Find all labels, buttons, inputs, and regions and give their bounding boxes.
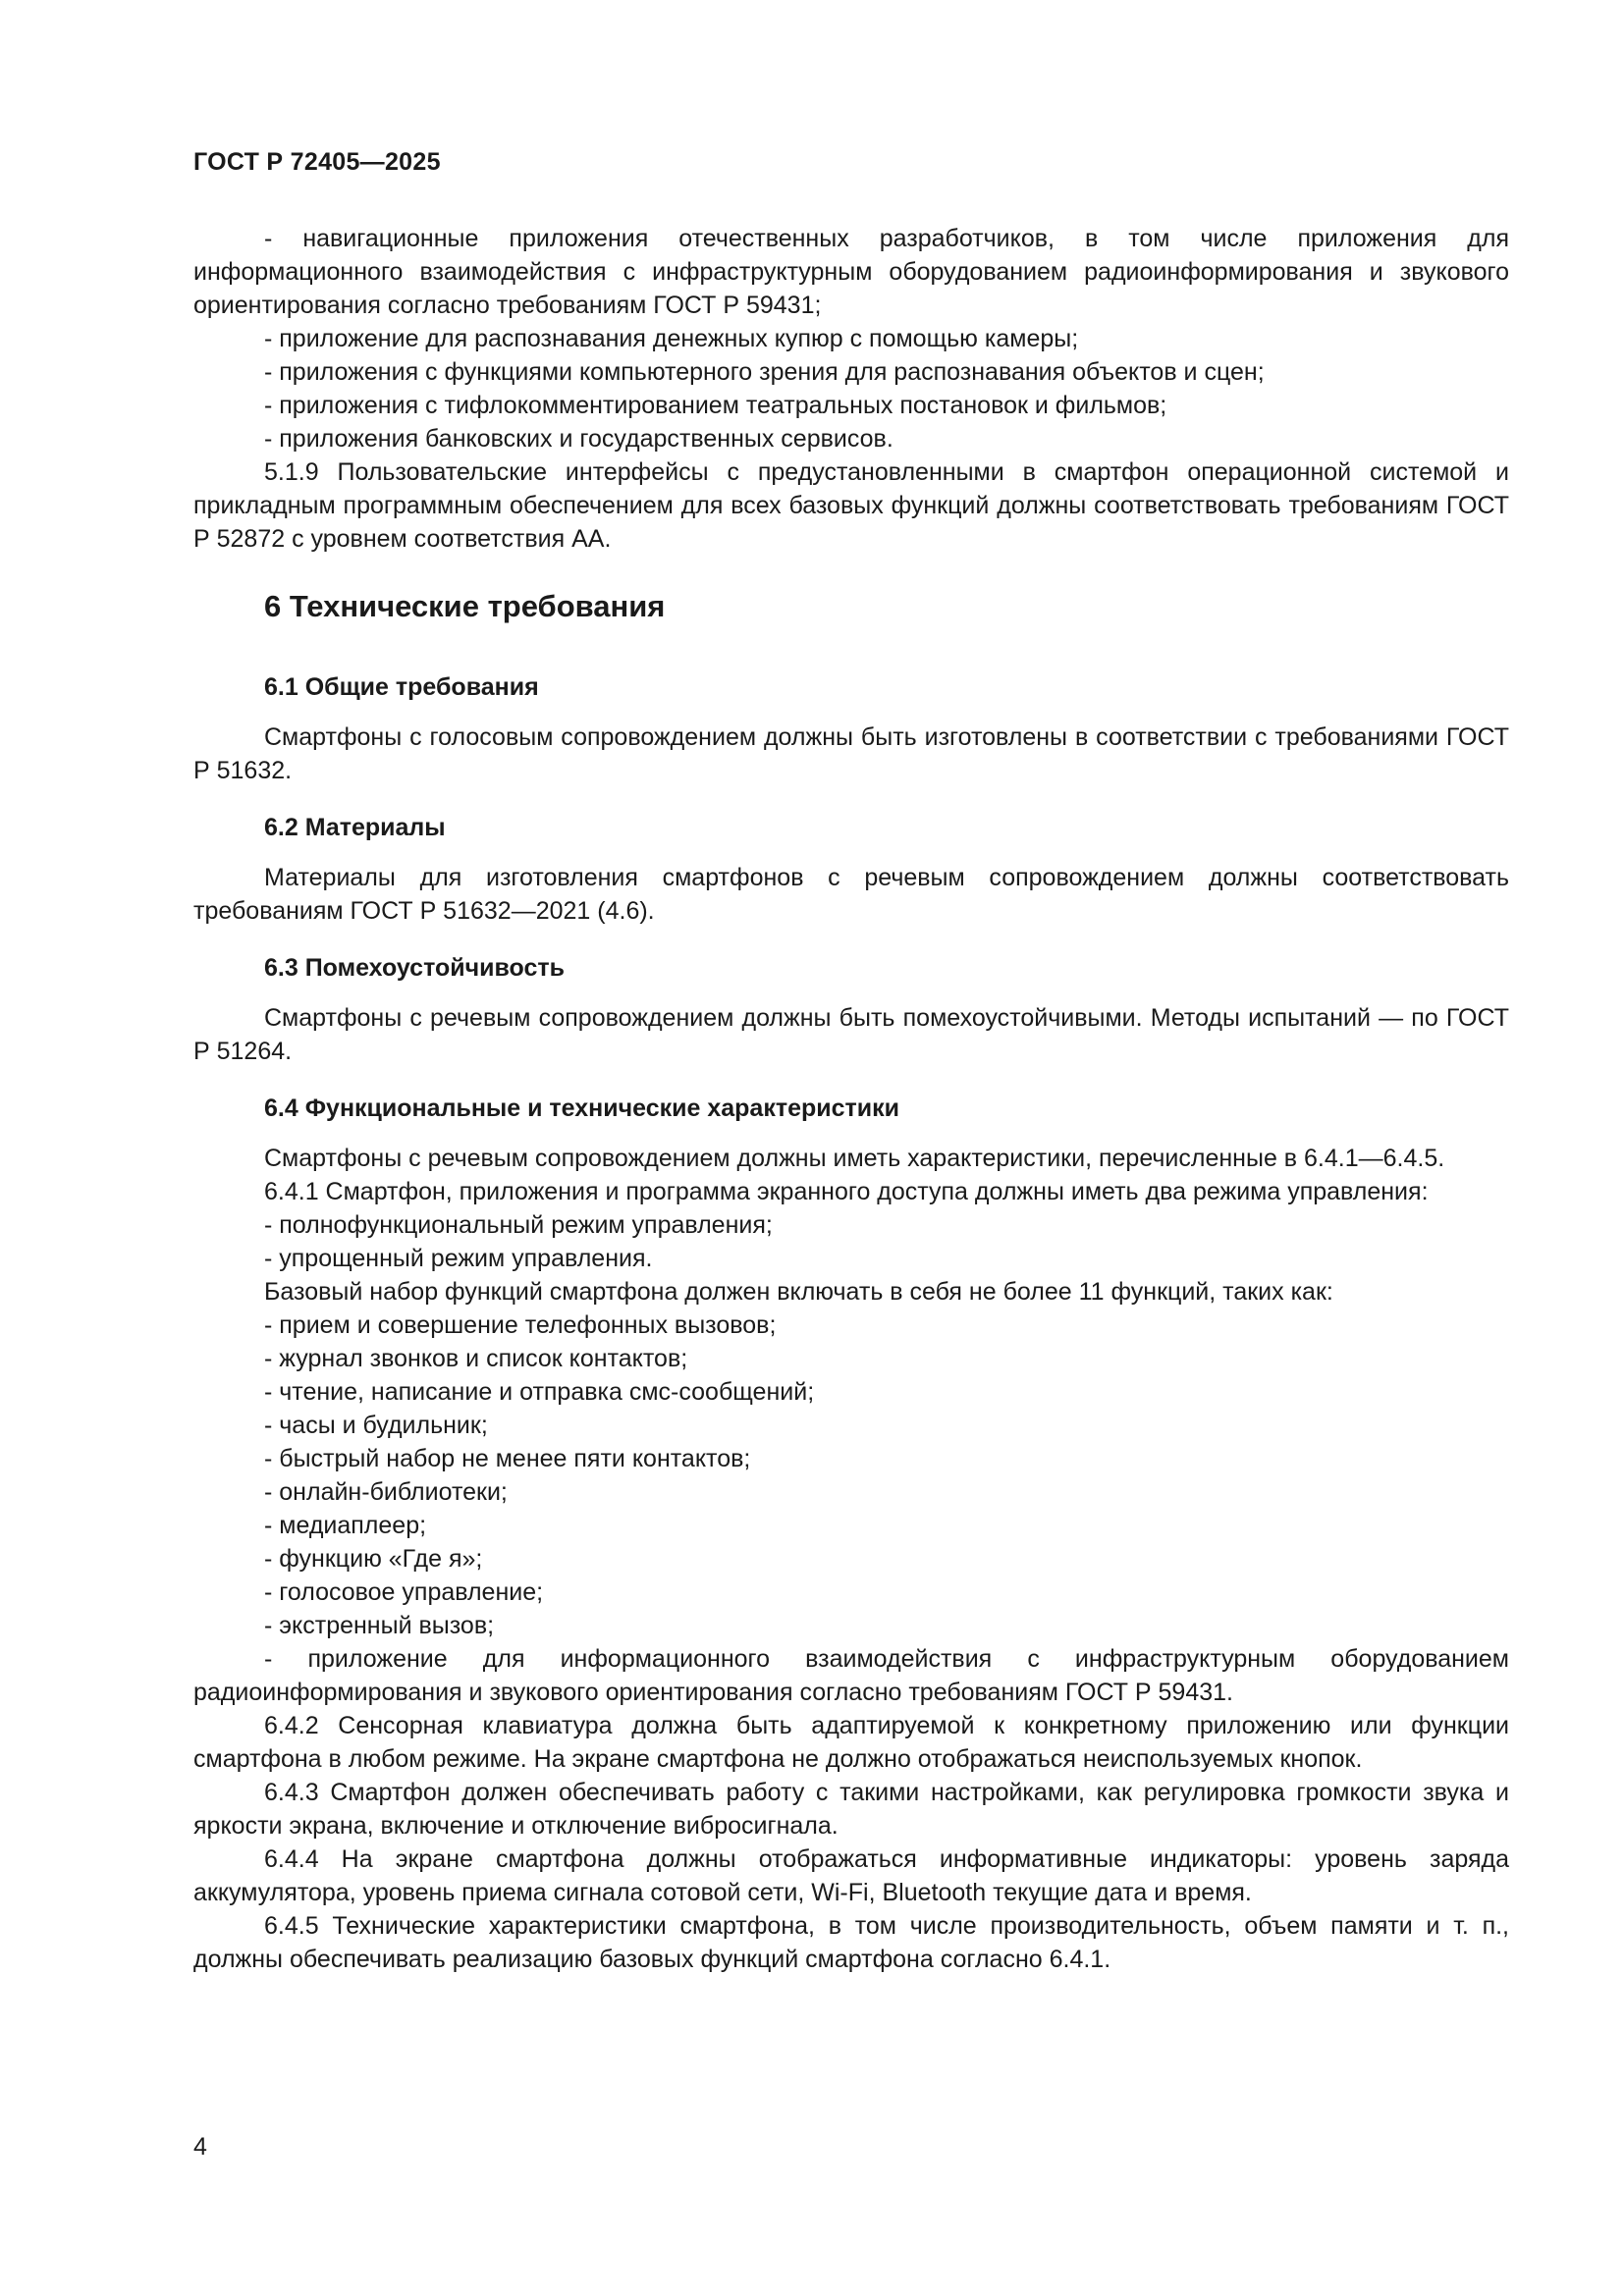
subsection-6-3-heading: 6.3 Помехоустойчивость — [264, 954, 566, 982]
list-item: - навигационные приложения отечественных разработчиков, в том числе приложения для информационного взаимодействия с инфраструктурным оборудованием радиоинформирования и звукового ориентирования согласно требованиям ГОСТ Р 59431; — [193, 225, 1509, 319]
subsection-6-4-text: Смартфоны с речевым сопровождением должны иметь характеристики, перечисленные в 6.4.1—6.4.5. — [264, 1145, 1445, 1172]
section-6-heading: 6 Технические требования — [264, 589, 666, 623]
subsection-6-1-text: Смартфоны с голосовым сопровождением должны быть изготовлены в соответствии с требованиями ГОСТ Р 51632. — [193, 723, 1509, 784]
list-item: - приложение для информационного взаимодействия с инфраструктурным оборудованием радиоинформирования и звукового ориентирования согласно требованиям ГОСТ Р 59431. — [193, 1645, 1509, 1706]
page-content — [193, 222, 1509, 1976]
subsection-6-2-heading: 6.2 Материалы — [264, 814, 446, 841]
list-item: - быстрый набор не менее пяти контактов; — [264, 1445, 751, 1472]
clause-6-4-1: 6.4.1 Смартфон, приложения и программа экранного доступа должны иметь два режима управления: — [264, 1178, 1429, 1205]
list-item: - прием и совершение телефонных вызовов; — [264, 1311, 777, 1339]
list-item: - медиаплеер; — [264, 1512, 427, 1539]
list-item: - приложение для распознавания денежных купюр с помощью камеры; — [264, 325, 1079, 352]
clause-6-4-5: 6.4.5 Технические характеристики смартфона, в том числе производительность, объем памяти и т. п., должны обеспечивать реализацию базовых функций смартфона согласно 6.4.1. — [193, 1912, 1509, 1973]
standard-id-header: ГОСТ Р 72405—2025 — [193, 148, 441, 176]
list-item: - функцию «Где я»; — [264, 1545, 483, 1573]
list-item: - часы и будильник; — [264, 1412, 488, 1439]
subsection-6-4-heading: 6.4 Функциональные и технические характеристики — [264, 1095, 900, 1122]
list-item: - экстренный вызов; — [264, 1612, 495, 1639]
list-item: - приложения с тифлокомментированием театральных постановок и фильмов; — [264, 392, 1167, 419]
clause-6-4-2: 6.4.2 Сенсорная клавиатура должна быть адаптируемой к конкретному приложению или функции смартфона в любом режиме. На экране смартфона не должно отображаться неиспользуемых кнопок. — [193, 1712, 1509, 1773]
base-set-text: Базовый набор функций смартфона должен включать в себя не более 11 функций, таких как: — [264, 1278, 1333, 1306]
list-item: - упрощенный режим управления. — [264, 1245, 653, 1272]
clause-6-4-3: 6.4.3 Смартфон должен обеспечивать работу с такими настройками, как регулировка громкости звука и яркости экрана, включение и отключение вибросигнала. — [193, 1779, 1509, 1840]
clause-5-1-9: 5.1.9 Пользовательские интерфейсы с предустановленными в смартфон операционной системой и прикладным программным обеспечением для всех базовых функций должны соответствовать требованиям ГОСТ Р 52872 с уровнем соответствия АА. — [193, 458, 1509, 553]
list-item: - голосовое управление; — [264, 1578, 544, 1606]
list-item: - чтение, написание и отправка смс-сообщений; — [264, 1378, 815, 1406]
clause-6-4-4: 6.4.4 На экране смартфона должны отображаться информативные индикаторы: уровень заряда аккумулятора, уровень приема сигнала сотовой сети, Wi-Fi, Bluetooth текущие дата и время. — [193, 1845, 1509, 1906]
list-item: - полнофункциональный режим управления; — [264, 1211, 773, 1239]
list-item: - приложения с функциями компьютерного зрения для распознавания объектов и сцен; — [264, 358, 1265, 386]
subsection-6-1-heading: 6.1 Общие требования — [264, 673, 539, 701]
list-item: - приложения банковских и государственных сервисов. — [264, 425, 893, 453]
list-item: - журнал звонков и список контактов; — [264, 1345, 688, 1372]
page-number: 4 — [193, 2133, 207, 2161]
list-item: - онлайн-библиотеки; — [264, 1478, 508, 1506]
subsection-6-2-text: Материалы для изготовления смартфонов с речевым сопровождением должны соответствовать требованиям ГОСТ Р 51632—2021 (4.6). — [193, 864, 1509, 925]
subsection-6-3-text: Смартфоны с речевым сопровождением должны быть помехоустойчивыми. Методы испытаний — по ГОСТ Р 51264. — [193, 1004, 1509, 1065]
